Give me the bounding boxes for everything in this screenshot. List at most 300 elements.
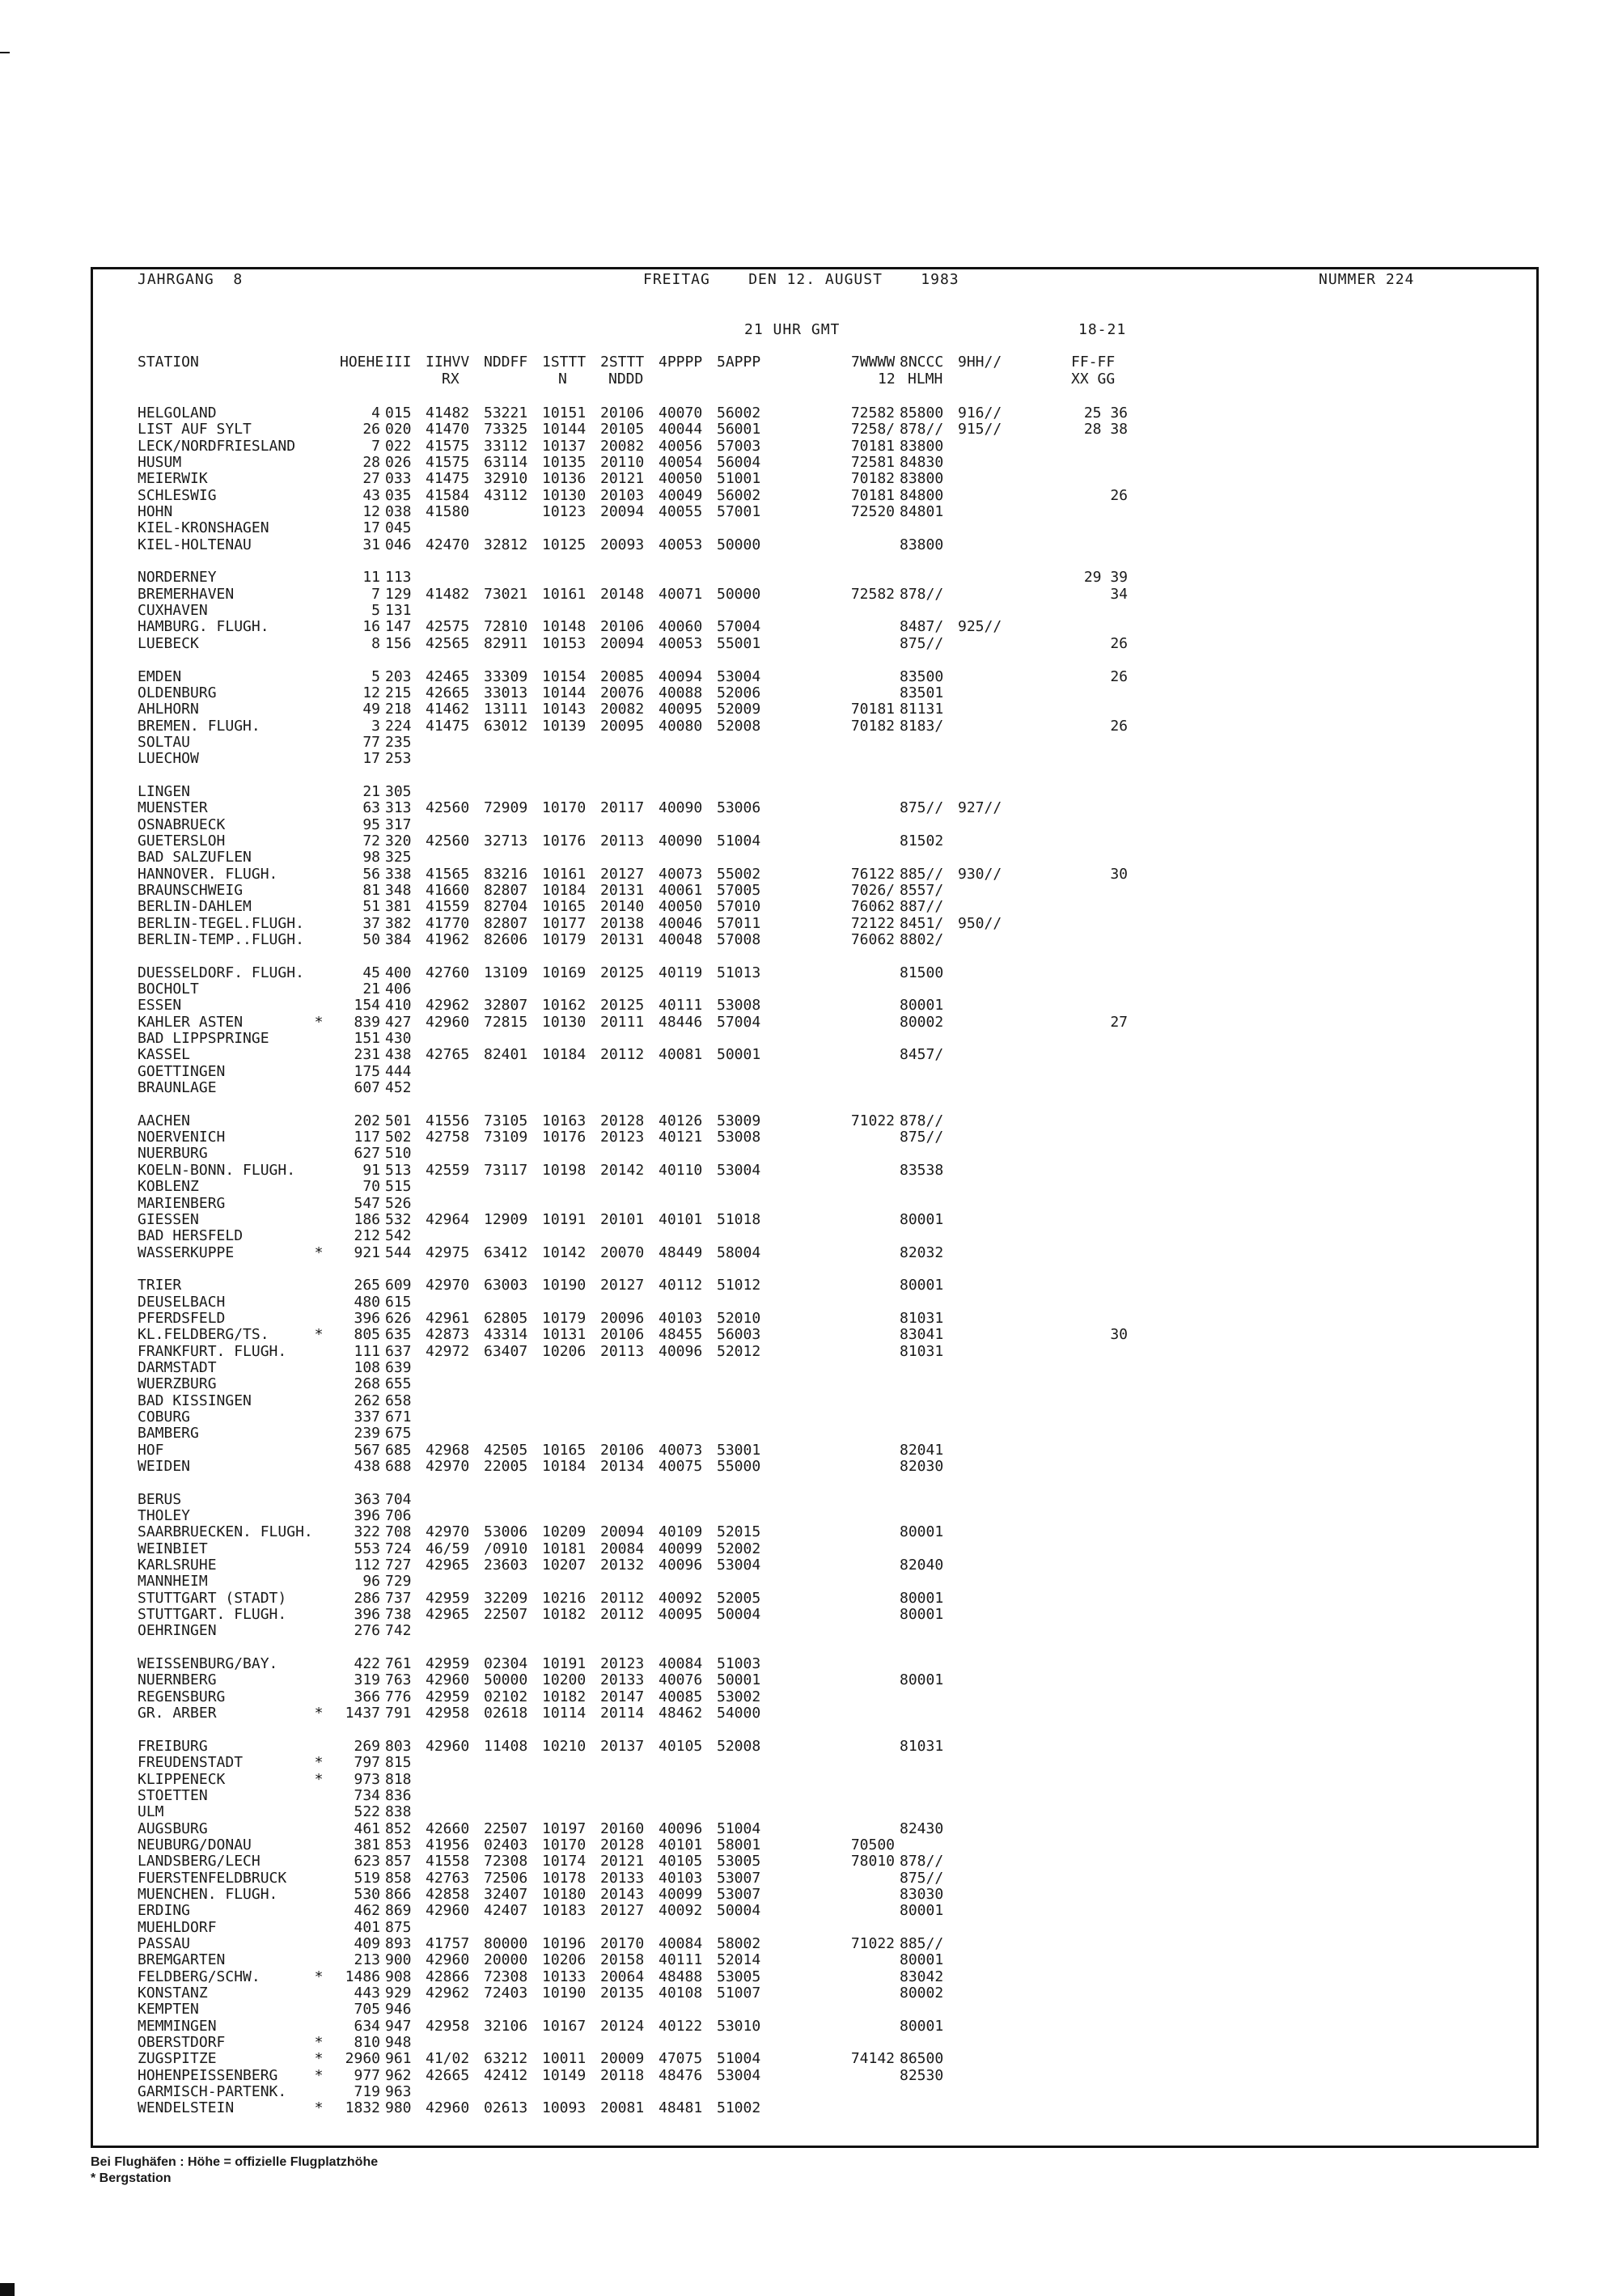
hoehe-value: 111: [354, 1342, 380, 1360]
group-iihvv: 41584: [426, 486, 470, 504]
station-name: BAD HERSFELD: [138, 1227, 244, 1245]
group-8nccc: 83538: [900, 1161, 944, 1179]
group-5appp: 50004: [717, 1606, 761, 1624]
station-id: 542: [385, 1227, 412, 1245]
group-1sttt: 10161: [542, 865, 587, 883]
station-name: GUETERSLOH: [138, 832, 226, 849]
group-5appp: 53007: [717, 1885, 761, 1903]
group-nddff: 73325: [484, 421, 528, 438]
group-7wwww: 70500: [850, 1836, 895, 1853]
group-2sttt: 20132: [600, 1557, 645, 1574]
station-row: [138, 981, 1513, 997]
hoehe-value: 50: [362, 931, 380, 948]
column-header-g4-sub: NDDD: [608, 371, 644, 388]
hoehe-value: 154: [354, 997, 380, 1015]
group-5appp: 52005: [717, 1589, 761, 1607]
station-row: [138, 586, 1513, 602]
group-8nccc: 8183/: [900, 717, 944, 735]
station-id: 791: [385, 1705, 412, 1722]
station-name: OSNABRUECK: [138, 815, 226, 833]
hoehe-value: 396: [354, 1309, 380, 1327]
station-row: [138, 915, 1513, 931]
group-nddff: 82807: [484, 914, 528, 932]
group-separator: [138, 947, 1513, 964]
station-name: STOETTEN: [138, 1786, 208, 1804]
station-row: [138, 799, 1513, 815]
group-5appp: 57003: [717, 437, 761, 455]
station-name: WENDELSTEIN: [138, 2099, 235, 2117]
column-header-g2: NDDFF: [484, 354, 528, 371]
group-7wwww: 74142: [850, 2050, 895, 2068]
group-iihvv: 42962: [426, 997, 470, 1015]
station-name: FREUDENSTADT: [138, 1754, 244, 1772]
group-nddff: 83216: [484, 865, 528, 883]
mountain-mark: *: [314, 1770, 324, 1788]
group-1sttt: 10177: [542, 914, 587, 932]
column-header-g8-sub: HLMH: [908, 371, 943, 388]
group-iihvv: 41757: [426, 1934, 470, 1952]
station-row: [138, 1836, 1513, 1853]
date-line: FREITAG DEN 12. AUGUST 1983: [643, 271, 959, 288]
group-1sttt: 10170: [542, 1836, 587, 1853]
group-nddff: 72308: [484, 1853, 528, 1870]
hoehe-value: 151: [354, 1030, 380, 1048]
group-5appp: 57010: [717, 898, 761, 916]
hoehe-value: 265: [354, 1277, 380, 1294]
hoehe-value: 522: [354, 1803, 380, 1821]
group-4pppp: 48446: [659, 1013, 703, 1031]
group-nddff: 02102: [484, 1688, 528, 1705]
hoehe-value: 480: [354, 1293, 380, 1311]
station-row: [138, 1178, 1513, 1194]
station-row: [138, 2083, 1513, 2099]
hoehe-value: 366: [354, 1688, 380, 1705]
hoehe-value: 70: [362, 1178, 380, 1196]
hoehe-value: 239: [354, 1425, 380, 1442]
column-header-g7: 7WWWW: [851, 354, 896, 371]
group-8nccc: 83800: [900, 536, 944, 553]
group-4pppp: 40048: [659, 931, 703, 948]
group-8nccc: 875//: [900, 799, 944, 817]
group-iihvv: 42962: [426, 1985, 470, 2002]
group-4pppp: 40109: [659, 1523, 703, 1541]
column-header-g3-sub: N: [558, 371, 567, 388]
group-5appp: 51003: [717, 1655, 761, 1673]
station-name: DUESSELDORF. FLUGH.: [138, 964, 304, 981]
group-5appp: 51002: [717, 2099, 761, 2117]
group-nddff: 63212: [484, 2050, 528, 2068]
group-2sttt: 20125: [600, 997, 645, 1015]
group-nddff: 22005: [484, 1458, 528, 1475]
station-name: KEMPTEN: [138, 2001, 199, 2019]
station-id: 026: [385, 454, 412, 472]
group-nddff: 72403: [484, 1985, 528, 2002]
group-separator: [138, 1260, 1513, 1277]
group-4pppp: 40096: [659, 1557, 703, 1574]
group-5appp: 52015: [717, 1523, 761, 1541]
station-row: [138, 2067, 1513, 2083]
group-8nccc: 82530: [900, 2066, 944, 2084]
group-4pppp: 40105: [659, 1737, 703, 1755]
group-2sttt: 20134: [600, 1458, 645, 1475]
group-1sttt: 10206: [542, 1342, 587, 1360]
group-ffff: 30: [1110, 1326, 1128, 1344]
left-edge-mark: [0, 52, 10, 53]
group-nddff: 82807: [484, 881, 528, 899]
group-iihvv: 41559: [426, 898, 470, 916]
group-1sttt: 10163: [542, 1112, 587, 1129]
station-row: [138, 1754, 1513, 1770]
station-row: [138, 2099, 1513, 2116]
group-separator: [138, 767, 1513, 783]
group-ffff: 30: [1110, 865, 1128, 883]
group-5appp: 57004: [717, 1013, 761, 1031]
station-id: 015: [385, 405, 412, 421]
group-iihvv: 46/59: [426, 1540, 470, 1557]
group-iihvv: 42970: [426, 1523, 470, 1541]
group-2sttt: 20101: [600, 1210, 645, 1228]
group-nddff: 63003: [484, 1277, 528, 1294]
group-nddff: 32407: [484, 1885, 528, 1903]
group-5appp: 53005: [717, 1853, 761, 1870]
group-5appp: 57004: [717, 618, 761, 636]
hoehe-value: 3: [371, 717, 380, 735]
column-header-g6: 5APPP: [717, 354, 761, 371]
station-row: [138, 1985, 1513, 2001]
station-row: [138, 470, 1513, 486]
station-id: 515: [385, 1178, 412, 1196]
station-id: 724: [385, 1540, 412, 1557]
column-header-g7-sub: 12: [878, 371, 896, 388]
station-id: 738: [385, 1606, 412, 1624]
station-id: 022: [385, 437, 412, 455]
station-name: HANNOVER. FLUGH.: [138, 865, 278, 883]
group-separator: [138, 1639, 1513, 1655]
group-2sttt: 20081: [600, 2099, 645, 2117]
group-2sttt: 20105: [600, 421, 645, 438]
group-4pppp: 40044: [659, 421, 703, 438]
hoehe-value: 2960: [345, 2050, 380, 2068]
group-5appp: 58001: [717, 1836, 761, 1853]
group-iihvv: 41482: [426, 405, 470, 421]
hoehe-value: 276: [354, 1622, 380, 1640]
station-row: [138, 405, 1513, 421]
group-1sttt: 10174: [542, 1853, 587, 1870]
hoehe-value: 1486: [345, 1968, 380, 1985]
station-name: STUTTGART (STADT): [138, 1589, 287, 1607]
group-4pppp: 40112: [659, 1277, 703, 1294]
hoehe-value: 363: [354, 1490, 380, 1508]
station-row: [138, 2050, 1513, 2066]
station-row: [138, 1968, 1513, 1985]
station-row: [138, 1738, 1513, 1754]
hoehe-value: 839: [354, 1013, 380, 1031]
hoehe-value: 519: [354, 1869, 380, 1887]
group-4pppp: 40094: [659, 667, 703, 685]
station-name: MUENCHEN. FLUGH.: [138, 1885, 278, 1903]
group-1sttt: 10181: [542, 1540, 587, 1557]
group-4pppp: 40073: [659, 865, 703, 883]
group-2sttt: 20095: [600, 717, 645, 735]
group-4pppp: 40121: [659, 1129, 703, 1146]
station-name: GR. ARBER: [138, 1705, 217, 1722]
group-2sttt: 20170: [600, 1934, 645, 1952]
group-ffff: 26: [1110, 634, 1128, 652]
group-8nccc: 85800: [900, 405, 944, 421]
station-name: LUECHOW: [138, 750, 199, 768]
hoehe-value: 322: [354, 1523, 380, 1541]
group-nddff: 32812: [484, 536, 528, 553]
group-5appp: 57011: [717, 914, 761, 932]
station-name: HUSUM: [138, 454, 182, 472]
group-8nccc: 878//: [900, 585, 944, 603]
group-1sttt: 10183: [542, 1902, 587, 1920]
group-2sttt: 20112: [600, 1589, 645, 1607]
group-2sttt: 20147: [600, 1688, 645, 1705]
group-1sttt: 10114: [542, 1705, 587, 1722]
group-8nccc: 80001: [900, 1277, 944, 1294]
group-nddff: 33013: [484, 684, 528, 701]
group-iihvv: 42972: [426, 1342, 470, 1360]
station-name: EMDEN: [138, 667, 182, 685]
group-iihvv: 41462: [426, 701, 470, 718]
group-7wwww: 70182: [850, 717, 895, 735]
group-iihvv: 41475: [426, 470, 470, 488]
group-nddff: 73117: [484, 1161, 528, 1179]
group-5appp: 51004: [717, 1819, 761, 1837]
group-nddff: 23603: [484, 1557, 528, 1574]
group-4pppp: 40095: [659, 1606, 703, 1624]
group-iihvv: 41558: [426, 1853, 470, 1870]
group-4pppp: 40071: [659, 585, 703, 603]
group-8nccc: 80001: [900, 1589, 944, 1607]
hoehe-value: 443: [354, 1985, 380, 2002]
station-id: 635: [385, 1326, 412, 1344]
hoehe-value: 438: [354, 1458, 380, 1475]
station-row: [138, 1129, 1513, 1145]
column-header-g4: 2STTT: [600, 354, 645, 371]
group-1sttt: 10161: [542, 585, 587, 603]
group-4pppp: 40073: [659, 1441, 703, 1459]
hoehe-value: 547: [354, 1194, 380, 1212]
group-iihvv: 42968: [426, 1441, 470, 1459]
station-name: FUERSTENFELDBRUCK: [138, 1869, 287, 1887]
jahrgang-label: JAHRGANG 8: [138, 271, 244, 288]
station-name: HOHENPEISSENBERG: [138, 2066, 278, 2084]
group-iihvv: 42960: [426, 1902, 470, 1920]
station-name: KOBLENZ: [138, 1178, 199, 1196]
hoehe-value: 7: [371, 585, 380, 603]
station-id: 866: [385, 1885, 412, 1903]
station-name: BRAUNLAGE: [138, 1079, 217, 1097]
group-4pppp: 40054: [659, 454, 703, 472]
group-8nccc: 84830: [900, 454, 944, 472]
group-5appp: 51012: [717, 1277, 761, 1294]
group-nddff: 63407: [484, 1342, 528, 1360]
group-1sttt: 10176: [542, 1129, 587, 1146]
station-row: [138, 964, 1513, 981]
column-header-hoehe: HOEHE: [340, 354, 384, 371]
station-row: [138, 997, 1513, 1013]
group-5appp: 55001: [717, 634, 761, 652]
station-name: AACHEN: [138, 1112, 191, 1129]
group-nddff: 53006: [484, 1523, 528, 1541]
station-id: 400: [385, 964, 412, 981]
station-row: [138, 1771, 1513, 1787]
hoehe-value: 396: [354, 1606, 380, 1624]
group-nddff: 43112: [484, 486, 528, 504]
station-name: DARMSTADT: [138, 1358, 217, 1376]
hoehe-value: 31: [362, 536, 380, 553]
station-id: 626: [385, 1309, 412, 1327]
hoehe-value: 117: [354, 1129, 380, 1146]
group-8nccc: 83800: [900, 470, 944, 488]
station-name: FREIBURG: [138, 1737, 208, 1755]
group-1sttt: 10179: [542, 1309, 587, 1327]
group-5appp: 52006: [717, 684, 761, 701]
group-ffff: 29 39: [1083, 569, 1128, 587]
mountain-mark: *: [314, 1754, 324, 1772]
group-9hh: 916//: [958, 405, 1002, 421]
group-nddff: 12909: [484, 1210, 528, 1228]
group-8nccc: 81031: [900, 1342, 944, 1360]
hoehe-value: 607: [354, 1079, 380, 1097]
group-4pppp: 40092: [659, 1902, 703, 1920]
group-4pppp: 40060: [659, 618, 703, 636]
hoehe-value: 175: [354, 1062, 380, 1080]
station-row: [138, 1310, 1513, 1326]
hoehe-value: 262: [354, 1392, 380, 1409]
hoehe-value: 530: [354, 1885, 380, 1903]
group-5appp: 53009: [717, 1112, 761, 1129]
station-id: 381: [385, 898, 412, 916]
group-nddff: 32910: [484, 470, 528, 488]
group-nddff: 82606: [484, 931, 528, 948]
group-1sttt: 10130: [542, 486, 587, 504]
group-4pppp: 40070: [659, 405, 703, 421]
station-name: BAMBERG: [138, 1425, 199, 1442]
group-1sttt: 10209: [542, 1523, 587, 1541]
group-9hh: 915//: [958, 421, 1002, 438]
group-1sttt: 10144: [542, 421, 587, 438]
group-1sttt: 10182: [542, 1606, 587, 1624]
station-name: WUERZBURG: [138, 1375, 217, 1393]
group-4pppp: 40110: [659, 1161, 703, 1179]
station-row: [138, 1820, 1513, 1836]
station-row: [138, 1622, 1513, 1638]
hoehe-value: 186: [354, 1210, 380, 1228]
station-id: 763: [385, 1671, 412, 1689]
station-row: [138, 1392, 1513, 1409]
group-2sttt: 20127: [600, 1902, 645, 1920]
hoehe-value: 719: [354, 2083, 380, 2101]
column-header-iii: III: [385, 354, 412, 371]
station-name: HAMBURG. FLUGH.: [138, 618, 269, 636]
group-4pppp: 48449: [659, 1243, 703, 1261]
footnotes: [91, 2154, 378, 2187]
group-2sttt: 20143: [600, 1885, 645, 1903]
station-row: [138, 668, 1513, 684]
group-5appp: 55000: [717, 1458, 761, 1475]
group-iihvv: 42470: [426, 536, 470, 553]
station-row: [138, 1375, 1513, 1392]
hoehe-value: 77: [362, 733, 380, 751]
group-1sttt: 10184: [542, 881, 587, 899]
station-id: 235: [385, 733, 412, 751]
group-8nccc: 885//: [900, 1934, 944, 1952]
station-id: 203: [385, 667, 412, 685]
station-id: 609: [385, 1277, 412, 1294]
group-8nccc: 82430: [900, 1819, 944, 1837]
station-row: [138, 1244, 1513, 1260]
group-nddff: 72810: [484, 618, 528, 636]
group-4pppp: 40084: [659, 1934, 703, 1952]
station-row: [138, 1030, 1513, 1046]
group-separator: [138, 1095, 1513, 1112]
group-4pppp: 40099: [659, 1540, 703, 1557]
group-5appp: 56002: [717, 486, 761, 504]
group-separator: [138, 1722, 1513, 1738]
group-2sttt: 20158: [600, 1951, 645, 1969]
group-nddff: 63012: [484, 717, 528, 735]
station-name: COBURG: [138, 1408, 191, 1425]
station-id: 858: [385, 1869, 412, 1887]
group-4pppp: 40111: [659, 997, 703, 1015]
group-5appp: 55002: [717, 865, 761, 883]
hoehe-value: 212: [354, 1227, 380, 1245]
station-row: [138, 898, 1513, 914]
station-name: GIESSEN: [138, 1210, 199, 1228]
station-id: 857: [385, 1853, 412, 1870]
station-id: 685: [385, 1441, 412, 1459]
group-iihvv: 42858: [426, 1885, 470, 1903]
group-1sttt: 10169: [542, 964, 587, 981]
station-id: 129: [385, 585, 412, 603]
group-5appp: 53004: [717, 1557, 761, 1574]
station-name: BAD SALZUFLEN: [138, 849, 252, 866]
station-row: [138, 2001, 1513, 2017]
station-row: [138, 1063, 1513, 1079]
group-nddff: 13111: [484, 701, 528, 718]
station-id: 658: [385, 1392, 412, 1409]
group-1sttt: 10198: [542, 1161, 587, 1179]
hoehe-value: 63: [362, 799, 380, 817]
group-nddff: 73105: [484, 1112, 528, 1129]
group-nddff: 02618: [484, 1705, 528, 1722]
group-iihvv: 41575: [426, 437, 470, 455]
station-id: 438: [385, 1046, 412, 1064]
group-2sttt: 20118: [600, 2066, 645, 2084]
group-1sttt: 10190: [542, 1277, 587, 1294]
group-5appp: 52010: [717, 1309, 761, 1327]
group-iihvv: 42758: [426, 1129, 470, 1146]
group-iihvv: 42873: [426, 1326, 470, 1344]
group-nddff: 02304: [484, 1655, 528, 1673]
group-7wwww: 71022: [850, 1934, 895, 1952]
station-row: [138, 701, 1513, 717]
hoehe-value: 11: [362, 569, 380, 587]
group-5appp: 53001: [717, 1441, 761, 1459]
station-id: 045: [385, 519, 412, 537]
station-row: [138, 1294, 1513, 1310]
group-8nccc: 8451/: [900, 914, 944, 932]
group-iihvv: 41475: [426, 717, 470, 735]
group-8nccc: 81502: [900, 832, 944, 849]
station-row: [138, 783, 1513, 799]
group-2sttt: 20127: [600, 865, 645, 883]
group-iihvv: 42760: [426, 964, 470, 981]
hoehe-value: 16: [362, 618, 380, 636]
